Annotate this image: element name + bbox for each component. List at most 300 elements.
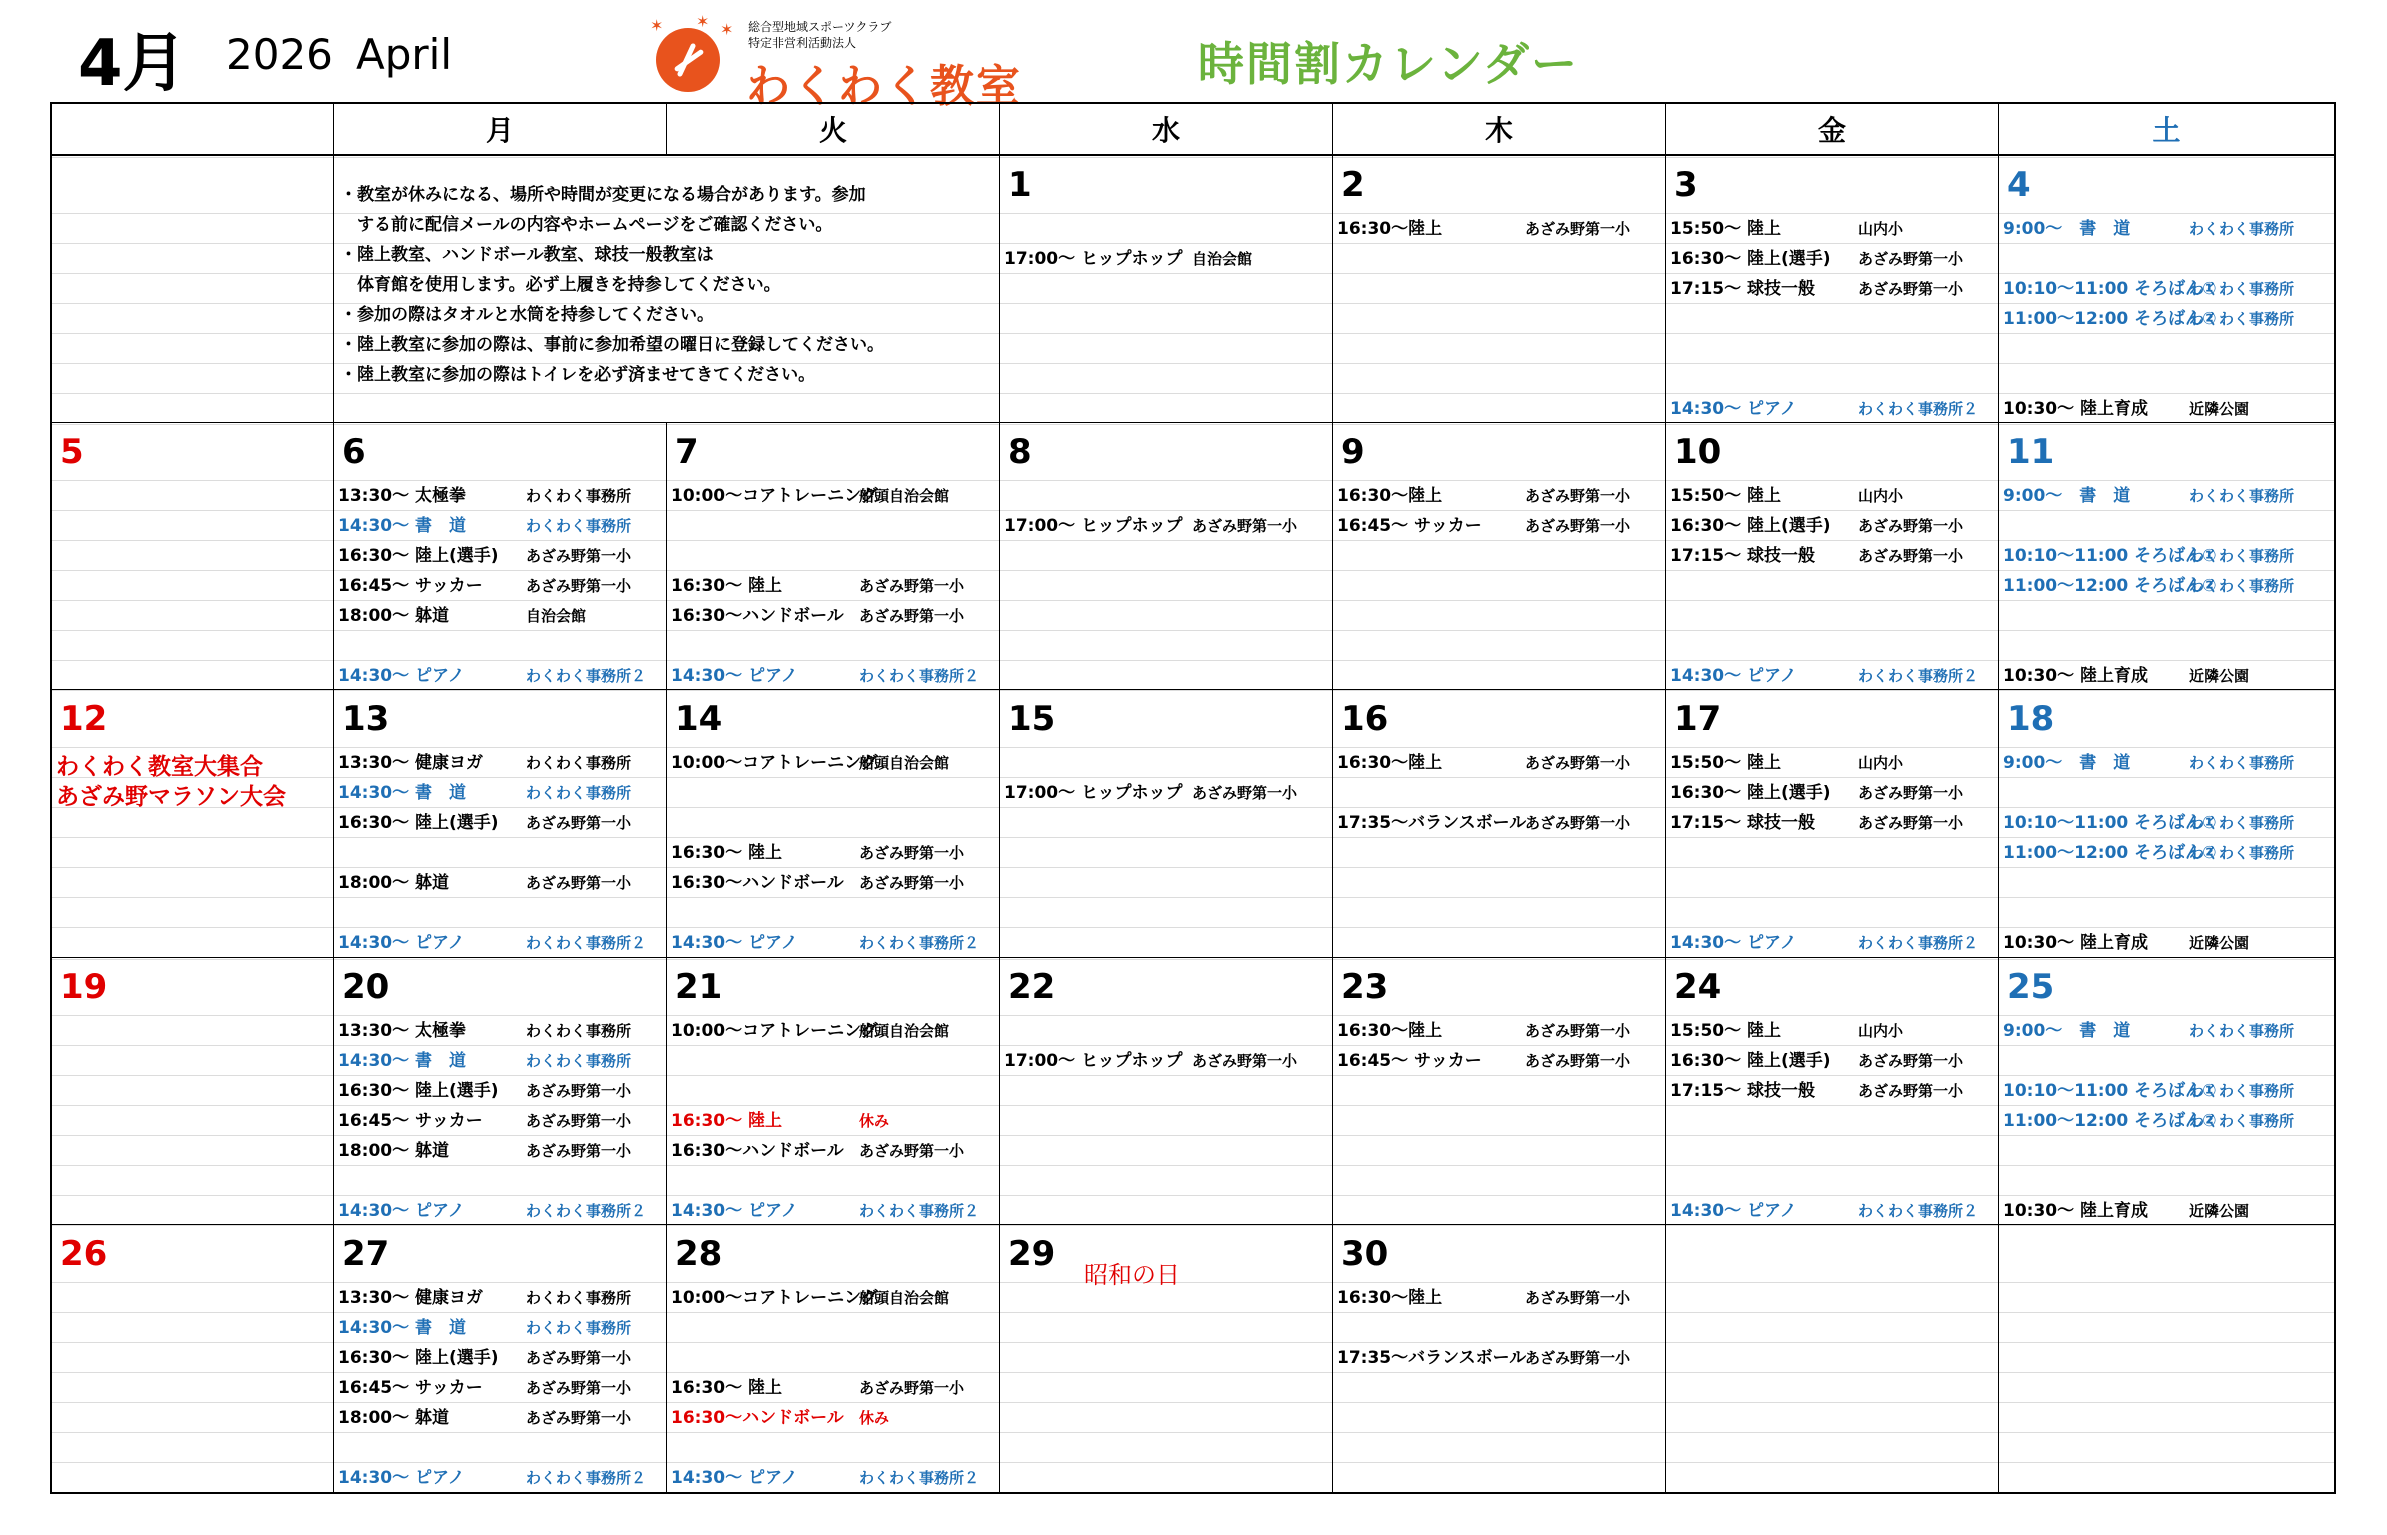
class-time: 14:30～ ピアノ [671, 666, 798, 687]
class-time: 10:10～11:00 そろばん① [2003, 546, 2217, 567]
class-entry[interactable] [671, 838, 997, 868]
class-location: あざみ野第一小 [859, 607, 965, 626]
day-number: 24 [1674, 966, 1722, 1007]
day-number: 28 [675, 1233, 723, 1274]
class-entry[interactable] [1670, 1016, 1996, 1046]
day-number: 20 [342, 966, 390, 1007]
class-time: 17:00～ ヒップホップ [1004, 249, 1183, 269]
class-time: 13:30～ 健康ヨガ [338, 1287, 484, 1308]
class-entry[interactable] [338, 1283, 664, 1313]
class-location: わくわく事務所２ [526, 667, 647, 686]
class-time: 9:00～ 書 道 [2003, 219, 2131, 239]
class-location: わくわく事務所２ [1858, 1201, 1979, 1220]
class-location: あざみ野第一小 [1858, 250, 1964, 268]
day-number: 6 [342, 432, 366, 473]
class-time: 16:30～ 陸上(選手) [1670, 249, 1831, 269]
class-time: 16:30～ 陸上(選手) [338, 1080, 499, 1101]
class-location: あざみ野第一小 [526, 814, 632, 833]
class-entry[interactable] [1337, 808, 1663, 838]
class-entry[interactable] [338, 601, 664, 631]
year-label: 2026 [226, 30, 333, 79]
class-location: わくわく事務所 [2189, 814, 2295, 833]
class-entry[interactable] [2003, 304, 2332, 334]
class-location: 自治会館 [1192, 250, 1253, 268]
class-entry[interactable] [671, 868, 997, 898]
class-location: わくわく事務所 [526, 487, 632, 506]
class-entry[interactable] [2003, 661, 2332, 690]
class-entry[interactable] [338, 1076, 664, 1106]
class-entry[interactable] [2003, 571, 2332, 601]
class-location: わくわく事務所２ [526, 1201, 647, 1220]
day-cell [1000, 1225, 1333, 1492]
class-entry[interactable] [1004, 244, 1330, 274]
class-entry[interactable] [338, 1136, 664, 1166]
day-cell [52, 690, 334, 957]
class-time: 16:30～ハンドボール [671, 1407, 844, 1428]
day-number: 25 [2007, 966, 2055, 1007]
class-location: あざみ野第一小 [526, 1141, 632, 1160]
class-location: あざみ野第一小 [859, 577, 965, 596]
class-location: あざみ野第一小 [1858, 547, 1964, 566]
class-location: 船頭自治会館 [859, 754, 950, 773]
class-time: 10:30～ 陸上育成 [2003, 666, 2149, 687]
day-number: 17 [1674, 699, 1722, 740]
class-entry[interactable] [1670, 661, 1996, 690]
day-cell [1666, 156, 1999, 423]
day-number: 9 [1341, 432, 1365, 473]
day-cell [1999, 690, 2334, 957]
class-time: 14:30～ ピアノ [338, 1467, 465, 1488]
day-cell [1333, 1225, 1666, 1492]
class-location: わくわく事務所 [526, 784, 632, 803]
day-number: 12 [60, 699, 108, 740]
class-entry[interactable] [338, 541, 664, 571]
class-location: あざみ野第一小 [859, 1141, 965, 1160]
day-cell [1999, 1225, 2334, 1492]
class-entry[interactable] [671, 1283, 997, 1313]
day-cell [1333, 423, 1666, 690]
class-location: 休み [859, 1111, 890, 1130]
class-entry[interactable] [338, 1016, 664, 1046]
class-time: 16:30～ 陸上 [671, 843, 783, 864]
class-location: あざみ野第一小 [526, 577, 632, 596]
class-entry[interactable] [1337, 1016, 1663, 1046]
day-cell [334, 423, 667, 690]
class-location: わくわく事務所２ [526, 1468, 647, 1487]
calendar-grid [50, 102, 2336, 1494]
day-number: 8 [1008, 432, 1032, 473]
class-time: 14:30～ 書 道 [338, 783, 467, 804]
class-time: 11:00～12:00 そろばん② [2003, 576, 2217, 597]
class-location: 山内小 [1858, 754, 1904, 773]
notice-item: する前に配信メールの内容やホームページをご確認ください。 [340, 215, 833, 235]
day-number: 19 [60, 966, 108, 1007]
class-entry[interactable] [1004, 511, 1330, 541]
class-time: 16:30～陸上 [1337, 1287, 1443, 1308]
class-entry[interactable] [338, 1196, 664, 1225]
star-icon: ✶ [696, 12, 710, 31]
class-time: 17:00～ ヒップホップ [1004, 1050, 1183, 1071]
day-number: 18 [2007, 699, 2055, 740]
class-time: 10:30～ 陸上育成 [2003, 399, 2149, 419]
class-time: 14:30～ ピアノ [338, 1200, 465, 1221]
class-entry[interactable] [1670, 481, 1996, 511]
class-time: 14:30～ 書 道 [338, 516, 467, 537]
class-location: わくわく事務所２ [526, 934, 647, 953]
class-time: 9:00～ 書 道 [2003, 753, 2131, 774]
class-time: 16:30～ハンドボール [671, 873, 844, 894]
class-location: あざみ野第一小 [526, 1111, 632, 1130]
page-title: 時間割カレンダー [1198, 37, 1580, 91]
class-location: わくわく事務所 [526, 1288, 632, 1307]
special-event: あざみ野マラソン大会 [56, 784, 286, 811]
class-location: 山内小 [1858, 487, 1904, 506]
class-location: あざみ野第一小 [526, 1378, 632, 1397]
day-number: 30 [1341, 1233, 1389, 1274]
class-entry[interactable] [1670, 928, 1996, 957]
day-cell [1666, 1225, 1999, 1492]
class-location: 自治会館 [526, 607, 587, 626]
month-heading: 4月 [78, 27, 187, 101]
class-entry[interactable] [2003, 1196, 2332, 1225]
class-location: わくわく事務所２ [1858, 667, 1979, 686]
class-location: あざみ野第一小 [1525, 1051, 1631, 1070]
class-time: 15:50～ 陸上 [1670, 1020, 1782, 1041]
class-entry[interactable] [338, 748, 664, 778]
class-time: 16:30～ 陸上(選手) [338, 1347, 499, 1368]
weekday-header [52, 104, 334, 156]
logo-subtitle: 総合型地域スポーツクラブ [748, 20, 892, 34]
day-cell [1333, 690, 1666, 957]
class-location: わくわく事務所 [2189, 577, 2295, 596]
weekday-header: 火 [667, 104, 1000, 156]
class-location: あざみ野第一小 [859, 1378, 965, 1397]
class-time: 14:30～ 書 道 [338, 1050, 467, 1071]
class-entry[interactable] [671, 1463, 997, 1492]
class-location: わくわく事務所 [2189, 754, 2295, 773]
day-cell [52, 958, 334, 1225]
class-entry[interactable] [671, 601, 997, 631]
class-entry[interactable] [1670, 1076, 1996, 1106]
class-location: わくわく事務所 [526, 517, 632, 536]
class-entry[interactable] [671, 1196, 997, 1225]
weekday-header: 月 [334, 104, 667, 156]
class-entry[interactable] [1670, 1196, 1996, 1225]
class-entry[interactable] [2003, 1016, 2332, 1046]
class-time: 10:10～11:00 そろばん① [2003, 1080, 2217, 1101]
class-location: わくわく事務所 [2189, 280, 2295, 298]
class-time: 16:45～ サッカー [338, 1377, 483, 1398]
class-location: 船頭自治会館 [859, 1288, 950, 1307]
day-cell [1000, 156, 1333, 423]
class-entry[interactable] [1670, 808, 1996, 838]
class-time: 16:45～ サッカー [1337, 516, 1482, 537]
weekday-header: 土 [1999, 104, 2334, 156]
class-location: わくわく事務所 [526, 754, 632, 773]
class-location: あざみ野第一小 [526, 1408, 632, 1427]
day-number: 3 [1674, 165, 1698, 205]
class-time: 14:30～ ピアノ [671, 933, 798, 954]
class-entry[interactable] [338, 481, 664, 511]
class-time: 9:00～ 書 道 [2003, 486, 2131, 507]
day-cell [667, 958, 1000, 1225]
class-time: 16:45～ サッカー [338, 576, 483, 597]
class-entry[interactable] [338, 1373, 664, 1403]
class-time: 10:00～コアトレーニング [671, 486, 878, 507]
class-location: あざみ野第一小 [1858, 280, 1964, 298]
class-time: 9:00～ 書 道 [2003, 1020, 2131, 1041]
class-entry[interactable] [671, 481, 997, 511]
class-entry[interactable] [2003, 1076, 2332, 1106]
class-location: あざみ野第一小 [1525, 487, 1631, 506]
notice-list [340, 180, 884, 390]
class-location: わくわく事務所 [526, 1021, 632, 1040]
notice-item: ・陸上教室に参加の際は、事前に参加希望の曜日に登録してください。 [340, 335, 884, 355]
day-cell [52, 1225, 334, 1492]
class-location: あざみ野第一小 [526, 1348, 632, 1367]
class-time: 10:30～ 陸上育成 [2003, 1200, 2149, 1221]
class-entry[interactable] [1670, 778, 1996, 808]
class-entry[interactable] [2003, 808, 2332, 838]
class-time: 18:00～ 躰道 [338, 873, 450, 894]
class-location: わくわく事務所 [2189, 547, 2295, 566]
class-entry[interactable] [338, 778, 664, 808]
class-time: 16:30～陸上 [1337, 1020, 1443, 1041]
day-cell [1999, 156, 2334, 423]
class-entry[interactable] [338, 1463, 664, 1492]
class-location: あざみ野第一小 [1525, 1288, 1631, 1307]
class-location: わくわく事務所 [526, 1318, 632, 1337]
class-time: 16:30～ 陸上(選手) [1670, 516, 1831, 537]
class-entry[interactable] [2003, 274, 2332, 304]
weekday-header: 水 [1000, 104, 1333, 156]
weekday-header: 金 [1666, 104, 1999, 156]
class-time: 11:00～12:00 そろばん② [2003, 309, 2217, 329]
day-cell [1666, 423, 1999, 690]
class-time: 17:00～ ヒップホップ [1004, 783, 1183, 804]
class-entry[interactable] [1670, 394, 1996, 423]
class-entry[interactable] [1670, 274, 1996, 304]
day-cell [667, 690, 1000, 957]
class-time: 11:00～12:00 そろばん② [2003, 1110, 2217, 1131]
class-location: 近隣公園 [2189, 934, 2250, 953]
class-location: あざみ野第一小 [1525, 220, 1631, 238]
class-entry[interactable] [338, 1313, 664, 1343]
class-entry[interactable] [2003, 748, 2332, 778]
day-cell [334, 690, 667, 957]
class-time: 16:30～ 陸上 [671, 1110, 783, 1131]
class-time: 10:30～ 陸上育成 [2003, 933, 2149, 954]
class-time: 16:45～ サッカー [1337, 1050, 1482, 1071]
class-location: あざみ野第一小 [526, 874, 632, 893]
day-number: 27 [342, 1233, 390, 1274]
day-number: 21 [675, 966, 723, 1007]
day-cell [1999, 423, 2334, 690]
class-entry[interactable] [1337, 214, 1663, 244]
class-location: あざみ野第一小 [1858, 784, 1964, 803]
class-time: 14:30～ ピアノ [671, 1467, 798, 1488]
class-entry[interactable] [671, 928, 997, 957]
day-number: 22 [1008, 966, 1056, 1007]
class-location: 近隣公園 [2189, 400, 2250, 418]
class-entry[interactable] [671, 661, 997, 690]
class-entry[interactable] [338, 928, 664, 957]
class-time: 16:30～ 陸上(選手) [1670, 1050, 1831, 1071]
class-time: 17:00～ ヒップホップ [1004, 516, 1183, 537]
class-time: 10:00～コアトレーニング [671, 1020, 878, 1041]
class-location: あざみ野第一小 [1192, 784, 1298, 803]
star-icon: ✶ [720, 20, 734, 39]
class-time: 10:00～コアトレーニング [671, 753, 878, 774]
class-time: 14:30～ 書 道 [338, 1317, 467, 1338]
day-number: 14 [675, 699, 723, 740]
class-time: 16:30～陸上 [1337, 486, 1443, 507]
special-event: わくわく教室大集合 [56, 754, 263, 781]
class-entry[interactable] [2003, 481, 2332, 511]
class-entry[interactable] [338, 1343, 664, 1373]
class-entry[interactable] [1670, 1046, 1996, 1076]
class-entry[interactable] [1670, 541, 1996, 571]
class-entry[interactable] [2003, 541, 2332, 571]
class-entry[interactable] [338, 571, 664, 601]
notice-item: ・陸上教室、ハンドボール教室、球技一般教室は [340, 245, 714, 265]
class-location: あざみ野第一小 [1525, 1021, 1631, 1040]
class-location: わくわく事務所 [2189, 1021, 2295, 1040]
class-entry[interactable] [671, 748, 997, 778]
day-number: 4 [2007, 165, 2031, 205]
class-location: わくわく事務所２ [859, 1201, 980, 1220]
class-location: あざみ野第一小 [1858, 1081, 1964, 1100]
class-entry[interactable] [338, 1046, 664, 1076]
class-location: あざみ野第一小 [1858, 814, 1964, 833]
class-location: わくわく事務所２ [1858, 400, 1979, 418]
class-time: 10:10～11:00 そろばん① [2003, 813, 2217, 834]
class-entry[interactable] [671, 571, 997, 601]
class-entry[interactable] [1670, 244, 1996, 274]
class-time: 11:00～12:00 そろばん② [2003, 843, 2217, 864]
class-location: あざみ野第一小 [1858, 517, 1964, 536]
weekday-header: 木 [1333, 104, 1666, 156]
class-location: 船頭自治会館 [859, 487, 950, 506]
day-cell [52, 156, 334, 423]
day-number: 10 [1674, 432, 1722, 473]
class-location: あざみ野第一小 [859, 844, 965, 863]
notice-box [334, 156, 1000, 423]
day-cell [667, 1225, 1000, 1492]
class-entry[interactable] [1337, 1343, 1663, 1373]
class-entry[interactable] [338, 1403, 664, 1433]
class-time: 10:00～コアトレーニング [671, 1287, 878, 1308]
class-time: 14:30～ ピアノ [671, 1200, 798, 1221]
day-number: 26 [60, 1233, 108, 1274]
day-number: 5 [60, 432, 84, 473]
class-location: 近隣公園 [2189, 667, 2250, 686]
class-entry[interactable] [1337, 1283, 1663, 1313]
class-location: わくわく事務所２ [859, 667, 980, 686]
day-cell [667, 423, 1000, 690]
class-time: 15:50～ 陸上 [1670, 753, 1782, 774]
class-entry[interactable] [671, 1016, 997, 1046]
class-entry[interactable] [1337, 511, 1663, 541]
class-entry[interactable] [1670, 511, 1996, 541]
day-cell [1000, 958, 1333, 1225]
class-entry[interactable] [2003, 928, 2332, 957]
class-location: わくわく事務所 [2189, 1081, 2295, 1100]
class-entry[interactable] [1004, 1046, 1330, 1076]
class-entry[interactable] [338, 808, 664, 838]
class-time: 16:30～ 陸上(選手) [1670, 783, 1831, 804]
class-entry[interactable] [671, 1373, 997, 1403]
class-entry[interactable] [1337, 481, 1663, 511]
class-entry[interactable] [1337, 1046, 1663, 1076]
notice-item: ・教室が休みになる、場所や時間が変更になる場合があります。参加 [340, 185, 866, 205]
class-time: 18:00～ 躰道 [338, 606, 450, 627]
class-time: 14:30～ ピアノ [1670, 1200, 1797, 1221]
class-time: 16:30～ 陸上 [671, 576, 783, 597]
class-time: 17:15～ 球技一般 [1670, 1080, 1816, 1101]
class-time: 13:30～ 太極拳 [338, 1020, 467, 1041]
day-number: 13 [342, 699, 390, 740]
day-cell [1666, 958, 1999, 1225]
star-icon: ✶ [650, 16, 664, 35]
class-location: 船頭自治会館 [859, 1021, 950, 1040]
class-time: 14:30～ ピアノ [1670, 399, 1797, 419]
class-entry[interactable] [671, 1136, 997, 1166]
class-entry[interactable] [338, 1106, 664, 1136]
class-entry[interactable] [671, 1106, 997, 1136]
class-entry[interactable] [1670, 214, 1996, 244]
class-entry[interactable] [338, 868, 664, 898]
day-cell [1000, 423, 1333, 690]
class-entry[interactable] [2003, 214, 2332, 244]
class-location: あざみ野第一小 [1525, 754, 1631, 773]
class-location: わくわく事務所 [2189, 844, 2295, 863]
class-time: 18:00～ 躰道 [338, 1407, 450, 1428]
class-location: わくわく事務所２ [1858, 934, 1979, 953]
day-number: 16 [1341, 699, 1389, 740]
class-entry[interactable] [338, 661, 664, 690]
class-time: 14:30～ ピアノ [338, 666, 465, 687]
class-location: わくわく事務所２ [859, 1468, 980, 1487]
class-time: 17:15～ 球技一般 [1670, 279, 1816, 299]
english-month-label: April [356, 30, 452, 79]
class-entry[interactable] [671, 1403, 997, 1433]
class-time: 16:30～ 陸上(選手) [338, 813, 499, 834]
day-number: 11 [2007, 432, 2055, 473]
day-cell [334, 958, 667, 1225]
class-time: 14:30～ ピアノ [1670, 666, 1797, 687]
class-entry[interactable] [1004, 778, 1330, 808]
class-location: あざみ野第一小 [526, 547, 632, 566]
logo-name: わくわく教室 [746, 61, 1022, 112]
class-time: 13:30～ 太極拳 [338, 486, 467, 507]
class-location: あざみ野第一小 [1525, 517, 1631, 536]
logo-subtitle: 特定非営利活動法人 [748, 36, 857, 50]
class-entry[interactable] [1670, 748, 1996, 778]
class-time: 14:30～ ピアノ [1670, 933, 1797, 954]
class-time: 13:30～ 健康ヨガ [338, 753, 484, 774]
class-entry[interactable] [2003, 838, 2332, 868]
class-entry[interactable] [2003, 1106, 2332, 1136]
class-time: 17:15～ 球技一般 [1670, 813, 1816, 834]
class-entry[interactable] [2003, 394, 2332, 423]
class-entry[interactable] [1337, 748, 1663, 778]
class-location: あざみ野第一小 [859, 874, 965, 893]
class-time: 16:30～ 陸上 [671, 1377, 783, 1398]
class-location: あざみ野第一小 [1525, 814, 1631, 833]
day-cell [1999, 958, 2334, 1225]
class-entry[interactable] [338, 511, 664, 541]
